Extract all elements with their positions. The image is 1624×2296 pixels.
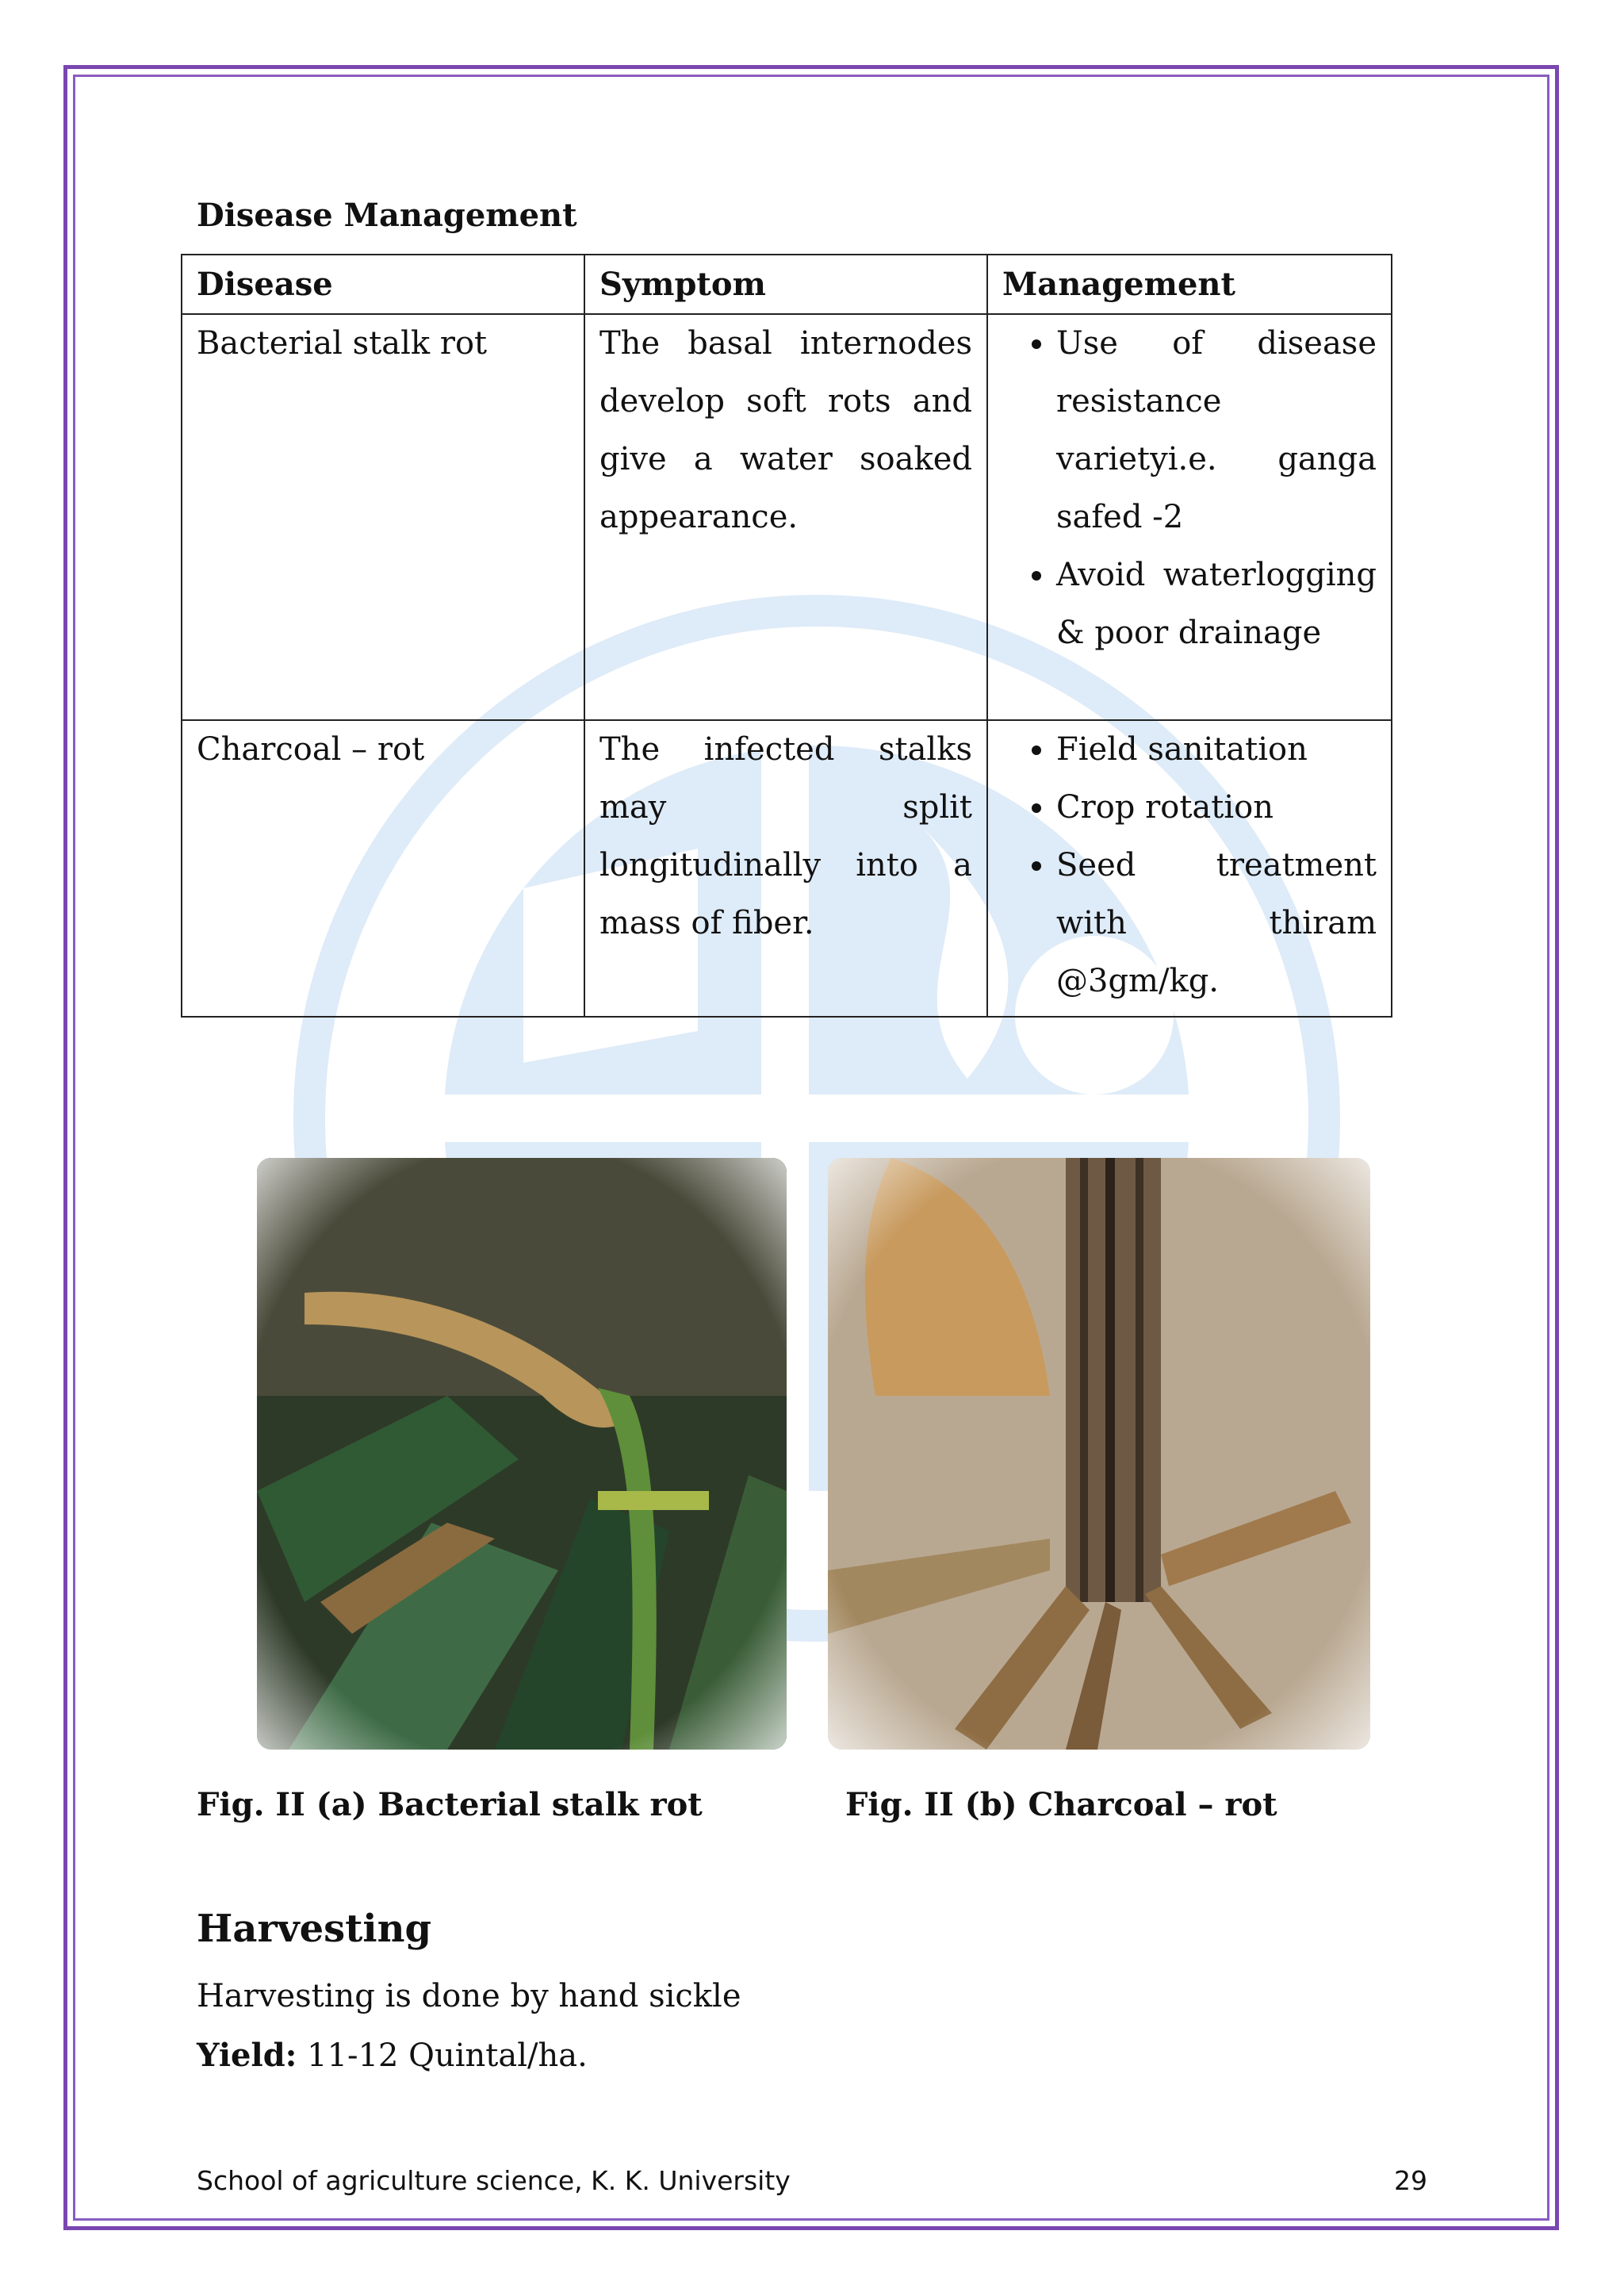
column-header-management: Management (987, 255, 1392, 314)
column-header-disease: Disease (182, 255, 584, 314)
harvesting-heading: Harvesting (197, 1907, 432, 1951)
list-item: • Use of disease resistance varietyi.e. ganga safed -2 (1056, 315, 1377, 546)
management-cell (987, 314, 1392, 720)
yield-label: Yield: (197, 2037, 297, 2074)
column-header-symptom: Symptom (584, 255, 987, 314)
management-list (1002, 721, 1377, 1010)
yield-line (197, 2037, 588, 2074)
harvesting-text: Harvesting is done by hand sickle (197, 1978, 741, 2014)
disease-cell: Charcoal – rot (182, 720, 584, 1017)
section-title: Disease Management (197, 197, 577, 234)
disease-cell: Bacterial stalk rot (182, 314, 584, 720)
footer-institution: School of agriculture science, K. K. University (197, 2165, 791, 2196)
list-item: • Crop rotation (1056, 779, 1377, 837)
symptom-cell: The basal internodes develop soft rots and give a water soaked appearance. (584, 314, 987, 720)
figure-b-caption: Fig. II (b) Charcoal – rot (845, 1786, 1277, 1823)
list-item: • Field sanitation (1056, 721, 1377, 779)
symptom-cell: The infected stalks may split longitudinally into a mass of fiber. (584, 720, 987, 1017)
bacterial-stalk-rot-photo (257, 1158, 787, 1750)
charcoal-rot-photo (828, 1158, 1370, 1750)
management-list (1002, 315, 1377, 662)
table-row (182, 720, 1392, 1017)
disease-management-table (181, 254, 1392, 1018)
list-item: • Avoid waterlogging & poor drainage (1056, 546, 1377, 662)
list-item: • Seed treatment with thiram @3gm/kg. (1056, 837, 1377, 1010)
management-cell (987, 720, 1392, 1017)
table-row (182, 314, 1392, 720)
yield-value: 11-12 Quintal/ha. (307, 2037, 588, 2074)
figure-a-caption: Fig. II (a) Bacterial stalk rot (197, 1786, 703, 1823)
table-header-row (182, 255, 1392, 314)
page-number: 29 (1394, 2165, 1427, 2196)
